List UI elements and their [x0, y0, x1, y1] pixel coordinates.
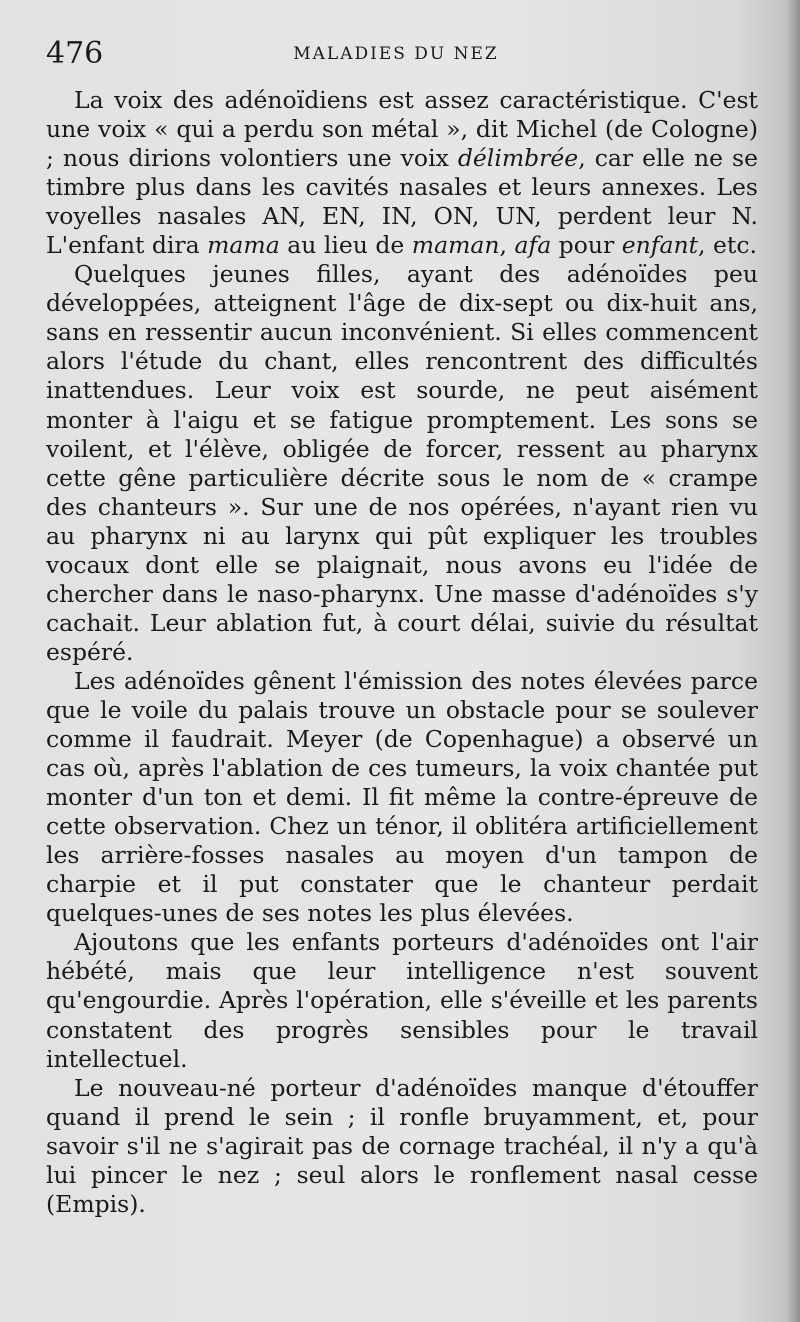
paragraph-high-notes [46, 667, 758, 928]
italic-term: délimbrée [457, 144, 579, 173]
text-run: , car elle ne se timbre plus dans les cavités nasales et leurs annexes. Les voyelles nasales AN, EN, IN, ON, UN, perdent leur N. L'enfant dira [46, 144, 758, 260]
paragraph-singing-difficulties [46, 260, 758, 667]
running-title: MALADIES DU NEZ [293, 44, 499, 64]
text-run: pour [551, 231, 622, 260]
binding-shadow [786, 0, 800, 1322]
page-header [46, 34, 746, 74]
text-run: Ajoutons que les enfants porteurs d'adénoïdes ont l'air hébété, mais que leur intelligence n'est souvent qu'engourdie. Après l'opération, elle s'éveille et les parents constatent des progrès sensibles pour le travail intellectuel. [46, 928, 758, 1073]
text-run: , [499, 231, 515, 260]
text-run: Les adénoïdes gênent l'émission des notes élevées parce que le voile du palais trouve un obstacle pour se soulever comme il faudrait. Meyer (de Copenhague) a observé un cas où, après l'ablation de ces tumeurs, la voix chantée put monter d'un ton et demi. Il fit même la contre-épreuve de cette observation. Chez un ténor, il oblitéra artificiellement les arrière-fosses nasales au moyen d'un tampon de charpie et il put constater que le chanteur perdait quelques-unes de ses notes les plus élevées. [46, 666, 758, 928]
text-run: , etc. [698, 231, 757, 260]
paragraph-intelligence [46, 928, 758, 1073]
italic-term: enfant [621, 231, 699, 260]
page-number: 476 [46, 36, 104, 71]
text-run: La voix des adénoïdiens est assez caractéristique. C'est une voix « qui a perdu son métal », dit Michel (de Cologne) ; nous dirions volontiers une voix [46, 86, 758, 173]
italic-term: afa [514, 231, 552, 260]
paragraph-newborn [46, 1074, 758, 1219]
body-text [46, 86, 758, 1219]
paragraph-nasal-voice [46, 86, 758, 260]
text-run: Quelques jeunes filles, ayant des adénoïdes peu développées, atteignent l'âge de dix-sept ou dix-huit ans, sans en ressentir aucun inconvénient. Si elles commencent alors l'étude du chant, elles rencontrent des difficultés inattendues. Leur voix est sourde, ne peut aisément monter à l'aigu et se fatigue promptement. Les sons se voilent, et l'élève, obligée de forcer, ressent au pharynx cette gêne particulière décrite sous le nom de « crampe des chanteurs ». Sur une de nos opérées, n'ayant rien vu au pharynx ni au larynx qui pût expliquer les troubles vocaux dont elle se plaignait, nous avons eu l'idée de chercher dans le naso-pharynx. Une masse d'adénoïdes s'y cachait. Leur ablation fut, à court délai, suivie du résultat espéré. [46, 260, 758, 666]
text-run: Le nouveau-né porteur d'adénoïdes manque d'étouffer quand il prend le sein ; il ronfle bruyamment, et, pour savoir s'il ne s'agirait pas de cornage trachéal, il n'y a qu'à lui pincer le nez ; seul alors le ronflement nasal cesse (Empis). [46, 1073, 758, 1218]
italic-term: maman [411, 231, 500, 260]
italic-term: mama [207, 231, 280, 260]
text-run: au lieu de [279, 231, 412, 260]
